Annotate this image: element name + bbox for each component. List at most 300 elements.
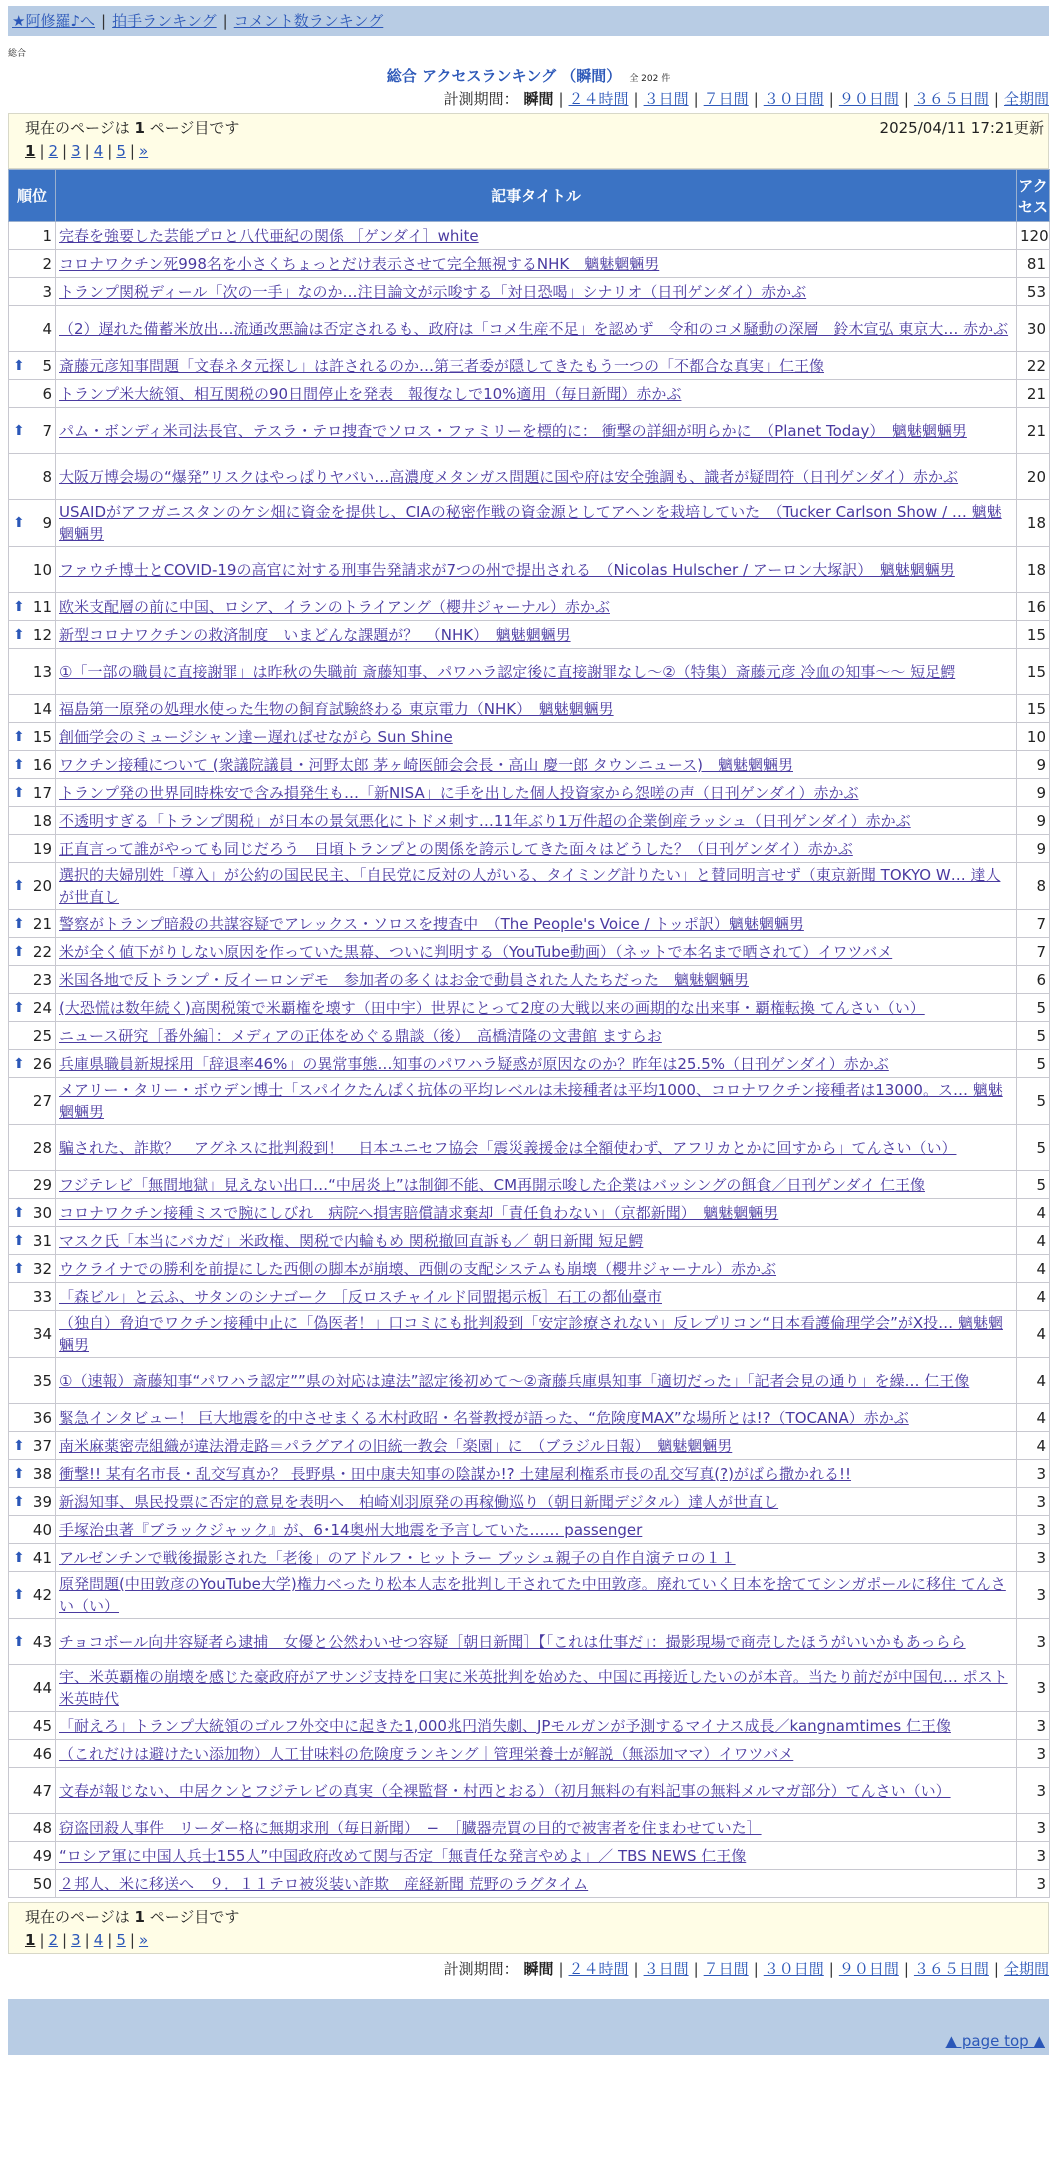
period-separator: |	[558, 90, 564, 108]
current-page-text	[25, 1906, 1032, 1927]
rank-up-arrow-icon: ⬆	[13, 1587, 25, 1603]
table-row	[9, 278, 1050, 306]
rank-number: 15	[32, 727, 52, 746]
access-count: 4	[1017, 1311, 1050, 1358]
rank-number: 36	[32, 1408, 52, 1427]
access-count: 9	[1017, 807, 1050, 835]
article-link[interactable]: 欧米支配層の前に中国、ロシア、イランのトライアング（櫻井ジャーナル）赤かぶ	[59, 597, 610, 616]
pager-top	[25, 142, 1032, 160]
pager-bottom	[25, 1931, 1032, 1949]
title-cell	[56, 751, 1017, 779]
table-row	[9, 1358, 1050, 1404]
page-info-top	[8, 113, 1049, 169]
article-link[interactable]: (大恐慌は数年続く)高関税策で米覇権を壊す（田中宇）世界にとって2度の大戦以来の画期的な出来事・覇権転換 てんさい（い）	[59, 998, 925, 1017]
rank-up-arrow-icon: ⬆	[13, 1465, 25, 1482]
pager-link-5[interactable]: 5	[116, 1931, 126, 1949]
page-number: 1	[134, 1908, 145, 1926]
pager-link-5[interactable]: 5	[116, 142, 126, 160]
rank-number: 27	[32, 1092, 52, 1110]
rank-up-arrow-icon: ⬆	[13, 626, 25, 643]
page-text-prefix: 現在のページは	[25, 1908, 130, 1926]
title-cell	[56, 593, 1017, 621]
access-count: 7	[1017, 910, 1050, 938]
access-count: 3	[1017, 1870, 1050, 1898]
article-link[interactable]: USAIDがアフガニスタンのケシ畑に資金を提供し、CIAの秘密作戦の資金源としてアヘンを栽培していた （Tucker Carlson Show / … 魑魅魍魎男	[59, 503, 1002, 543]
article-link[interactable]: アルゼンチンで戦後撮影された「老後」のアドルフ・ヒットラー ブッシュ親子の自作自演テロの１１	[59, 1548, 736, 1567]
table-row	[9, 1572, 1050, 1619]
table-row	[9, 408, 1050, 454]
period-link-365d[interactable]: ３６５日間	[913, 1960, 989, 1978]
page-info-bottom	[8, 1902, 1049, 1954]
rank-number: 9	[42, 514, 52, 532]
article-link[interactable]: 警察がトランプ暗殺の共謀容疑でアレックス・ソロスを捜査中 （The People's Voice / トッポ訳）魑魅魍魎男	[59, 914, 804, 933]
table-row	[9, 1078, 1050, 1125]
nav-separator: |	[101, 12, 107, 30]
pager-separator: |	[107, 142, 113, 160]
access-count: 15	[1017, 649, 1050, 695]
article-link[interactable]: 手塚治虫著『ブラックジャック』が、6･14奥州大地震を予言していた…… passenger	[59, 1520, 643, 1539]
rank-cell	[9, 910, 56, 938]
rank-cell	[9, 278, 56, 306]
access-count: 4	[1017, 1255, 1050, 1283]
access-count: 4	[1017, 1227, 1050, 1255]
period-separator: |	[993, 1960, 999, 1978]
article-link[interactable]: コロナワクチン接種ミスで腕にしびれ 病院へ損害賠償請求棄却「責任負わない」（京都新聞） 魑魅魍魎男	[59, 1203, 779, 1222]
article-link[interactable]: 正直言って誰がやっても同じだろう 日頃トランプとの関係を誇示してきた面々はどうした？（日刊ゲンダイ）赤かぶ	[59, 839, 853, 858]
rank-number: 5	[42, 356, 52, 375]
rank-number: 33	[32, 1287, 52, 1306]
table-row	[9, 863, 1050, 910]
title-cell	[56, 1404, 1017, 1432]
access-count: 5	[1017, 1125, 1050, 1171]
article-link[interactable]: マスク氏「本当にバカだ」米政権、関税で内輪もめ 関税撤回直訴も／ 朝日新聞 短足鰐	[59, 1231, 644, 1250]
title-cell	[56, 938, 1017, 966]
title-cell	[56, 1712, 1017, 1740]
period-link-all[interactable]: 全期間	[1003, 90, 1049, 108]
pager-separator: |	[84, 142, 90, 160]
article-link[interactable]: 緊急インタビュー！ 巨大地震を的中させまくる木村政昭・名誉教授が語った、“危険度MAX”な場所とは!?（TOCANA）赤かぶ	[59, 1408, 909, 1427]
article-link[interactable]: 斎藤元彦知事問題「文春ネタ元探し」は許されるのか…第三者委が隠してきたもう一つの「不都合な真実」仁王像	[59, 356, 825, 375]
period-link-90d[interactable]: ９０日間	[838, 1960, 899, 1978]
access-count: 22	[1017, 352, 1050, 380]
title-cell	[56, 380, 1017, 408]
pager-link-4[interactable]: 4	[93, 1931, 104, 1949]
rank-cell	[9, 1227, 56, 1255]
table-row	[9, 1050, 1050, 1078]
title-cell	[56, 1740, 1017, 1768]
table-row	[9, 1255, 1050, 1283]
rank-cell	[9, 751, 56, 779]
article-link[interactable]: チョコボール向井容疑者ら逮捕 女優と公然わいせつ容疑［朝日新聞］【「これは仕事だ」：撮影現場で商売したほうがいいかもあっらら	[59, 1632, 966, 1651]
access-count: 5	[1017, 994, 1050, 1022]
title-cell	[56, 1460, 1017, 1488]
article-link[interactable]: メアリー・タリー・ボウデン博士「スパイクたんぱく抗体の平均レベルは未接種者は平均1000、コロナワクチン接種者は13000。ス… 魑魅魍魎男	[59, 1081, 1003, 1121]
table-row	[9, 649, 1050, 695]
period-link-365d[interactable]: ３６５日間	[913, 90, 989, 108]
article-link[interactable]: 原発問題(中田敦彦のYouTube大学)権力べったり松本人志を批判し干されてた中田敦彦。廃れていく日本を捨ててシンガポールに移住 てんさい（い）	[59, 1575, 1006, 1615]
table-row	[9, 723, 1050, 751]
article-link[interactable]: トランプ関税ディール「次の一手」なのか…注目論文が示唆する「対日恐喝」シナリオ（日刊ゲンダイ）赤かぶ	[59, 282, 807, 301]
rank-number: 45	[32, 1716, 52, 1735]
period-link-3d[interactable]: ３日間	[643, 1960, 689, 1978]
title-cell	[56, 1227, 1017, 1255]
page-top-link[interactable]: ▲ page top ▲	[945, 2032, 1045, 2050]
table-row	[9, 500, 1050, 547]
rank-number: 12	[32, 625, 52, 644]
title-cell	[56, 910, 1017, 938]
article-link[interactable]: トランプ発の世界同時株安で含み損発生も…「新NISA」に手を出した個人投資家から怨嗟の声（日刊ゲンダイ）赤かぶ	[59, 783, 859, 802]
article-link[interactable]: 新潟知事、県民投票に否定的意見を表明へ 柏崎刈羽原発の再稼働巡り（朝日新聞デジタル）達人が世直し	[59, 1492, 779, 1511]
period-label: 計測期間：	[443, 90, 519, 108]
title-cell	[56, 1125, 1017, 1171]
nav-separator: |	[222, 12, 228, 30]
rank-up-arrow-icon: ⬆	[13, 422, 25, 439]
access-count: 20	[1017, 454, 1050, 500]
title-cell	[56, 1078, 1017, 1125]
table-row	[9, 593, 1050, 621]
table-row	[9, 779, 1050, 807]
top-nav-bar	[8, 6, 1049, 36]
title-cell	[56, 1255, 1017, 1283]
article-link[interactable]: 米が全く値下がりしない原因を作っていた黒幕、ついに判明する（YouTube動画）（ネットで本名まで晒されて）イワツバメ	[59, 942, 893, 961]
table-row	[9, 222, 1050, 250]
article-link[interactable]: 騙された、詐欺？ アグネスに批判殺到！ 日本ユニセフ協会「震災義援金は全額使わず、アフリカとかに回すから」てんさい（い）	[59, 1138, 957, 1157]
period-selector-top	[8, 88, 1049, 109]
rank-cell	[9, 1460, 56, 1488]
title-cell	[56, 621, 1017, 649]
rank-cell	[9, 1125, 56, 1171]
table-row	[9, 454, 1050, 500]
rank-cell	[9, 994, 56, 1022]
table-row	[9, 547, 1050, 593]
period-link-24h[interactable]: ２４時間	[568, 90, 629, 108]
article-link[interactable]: 米国各地で反トランプ・反イーロンデモ 参加者の多くはお金で動員された人たちだった 魑魅魍魎男	[59, 970, 750, 989]
rank-up-arrow-icon: ⬆	[13, 1633, 25, 1650]
article-link[interactable]: 「森ビル」と云ふ、サタンのシナゴーク ［反ロスチャイルド同盟掲示板］石工の都仙臺市	[59, 1287, 662, 1306]
article-link[interactable]: ①「一部の職員に直接謝罪」は昨秋の失職前 斎藤知事、パワハラ認定後に直接謝罪なし〜②（特集）斎藤元彦 冷血の知事〜〜 短足鰐	[59, 662, 956, 681]
access-count: 5	[1017, 1171, 1050, 1199]
article-link[interactable]: 創価学会のミュージシャン達ー遅ればせながら Sun Shine	[59, 727, 453, 746]
period-link-7d[interactable]: ７日間	[703, 90, 749, 108]
pager-separator: |	[39, 1931, 45, 1949]
rank-number: 6	[42, 384, 52, 403]
article-link[interactable]: 完春を強要した芸能プロと八代亜紀の関係 ［ゲンダイ］white	[59, 226, 479, 245]
access-count: 3	[1017, 1842, 1050, 1870]
article-link[interactable]: 宇、米英覇権の崩壊を感じた豪政府がアサンジ支持を口実に米英批判を始めた、中国に再接近したいのが本音。当たり前だが中国包… ポスト米英時代	[59, 1668, 1008, 1708]
period-separator: |	[903, 90, 909, 108]
table-row	[9, 1227, 1050, 1255]
table-row	[9, 352, 1050, 380]
header-access: アクセス	[1017, 170, 1050, 222]
title-cell	[56, 1311, 1017, 1358]
title-cell	[56, 1050, 1017, 1078]
title-cell	[56, 547, 1017, 593]
pager-link-3[interactable]: 3	[71, 142, 81, 160]
table-row	[9, 1665, 1050, 1712]
access-count: 18	[1017, 500, 1050, 547]
rank-cell	[9, 1022, 56, 1050]
period-separator: |	[828, 1960, 834, 1978]
access-count: 53	[1017, 278, 1050, 306]
access-count: 6	[1017, 966, 1050, 994]
rank-number: 40	[32, 1520, 52, 1539]
period-link-90d[interactable]: ９０日間	[838, 90, 899, 108]
rank-cell	[9, 1283, 56, 1311]
access-count: 18	[1017, 547, 1050, 593]
article-link[interactable]: （独自）脅迫でワクチン接種中止に「偽医者！」口コミにも批判殺到「安定診療されない」反レプリコン“日本看護倫理学会”がX投… 魑魅魍魎男	[59, 1314, 1003, 1354]
article-link[interactable]: 新型コロナワクチンの救済制度 いまどんな課題が？ （NHK） 魑魅魍魎男	[59, 625, 571, 644]
pager-link-4[interactable]: 4	[93, 142, 104, 160]
access-count: 3	[1017, 1516, 1050, 1544]
bottom-bar	[8, 1999, 1049, 2029]
rank-cell	[9, 938, 56, 966]
pager-separator: |	[84, 1931, 90, 1949]
pager-separator: |	[129, 142, 135, 160]
access-count: 3	[1017, 1488, 1050, 1516]
rank-number: 34	[32, 1325, 52, 1343]
rank-number: 4	[42, 319, 52, 338]
article-link[interactable]: ファウチ博士とCOVID-19の高官に対する刑事告発請求が7つの州で提出される （Nicolas Hulscher / アーロン大塚訳） 魑魅魍魎男	[59, 560, 955, 579]
period-separator: |	[693, 1960, 699, 1978]
access-count: 3	[1017, 1544, 1050, 1572]
title-cell	[56, 1665, 1017, 1712]
article-link[interactable]: コロナワクチン死998名を小さくちょっとだけ表示させて完全無視するNHK 魑魅魍魎男	[59, 254, 660, 273]
clap-ranking-link[interactable]: 拍手ランキング	[112, 12, 217, 30]
rank-up-arrow-icon: ⬆	[13, 943, 25, 960]
rank-up-arrow-icon: ⬆	[13, 756, 25, 773]
rank-number: 14	[32, 699, 52, 718]
article-link[interactable]: ２邦人、米に移送へ ９．１１テロ被災装い詐欺 産経新聞 荒野のラグタイム	[59, 1874, 589, 1893]
rank-cell	[9, 1358, 56, 1404]
access-count: 15	[1017, 695, 1050, 723]
article-link[interactable]: 大阪万博会場の“爆発”リスクはやっぱりヤバい…高濃度メタンガス問題に国や府は安全強調も、識者が疑問符（日刊ゲンダイ）赤かぶ	[59, 467, 959, 486]
title-cell	[56, 1572, 1017, 1619]
rank-up-arrow-icon: ⬆	[13, 598, 25, 615]
rank-up-arrow-icon: ⬆	[13, 1493, 25, 1510]
rank-number: 16	[32, 755, 52, 774]
table-row	[9, 695, 1050, 723]
rank-cell	[9, 1488, 56, 1516]
rank-cell	[9, 1768, 56, 1814]
rank-number: 35	[32, 1371, 52, 1390]
period-link-30d[interactable]: ３０日間	[763, 1960, 824, 1978]
table-row	[9, 1404, 1050, 1432]
table-row	[9, 1712, 1050, 1740]
period-separator: |	[753, 90, 759, 108]
access-count: 9	[1017, 835, 1050, 863]
breadcrumb: 総合	[8, 49, 27, 59]
rank-up-arrow-icon: ⬆	[13, 357, 25, 374]
rank-number: 24	[32, 998, 52, 1017]
rank-number: 32	[32, 1259, 52, 1278]
access-count: 5	[1017, 1078, 1050, 1125]
table-row	[9, 1768, 1050, 1814]
header-title: 記事タイトル	[56, 170, 1017, 222]
access-count: 8	[1017, 863, 1050, 910]
article-link[interactable]: ワクチン接種について (衆議院議員・河野太郎 茅ヶ崎医師会会長・高山 慶一郎 タウンニュース) 魑魅魍魎男	[59, 755, 793, 774]
access-count: 3	[1017, 1740, 1050, 1768]
rank-number: 11	[32, 597, 52, 616]
rank-cell	[9, 222, 56, 250]
home-link[interactable]: ★阿修羅♪へ	[12, 12, 96, 30]
period-label: 計測期間：	[443, 1960, 519, 1978]
access-count: 3	[1017, 1460, 1050, 1488]
access-count: 3	[1017, 1572, 1050, 1619]
rank-number: 47	[32, 1781, 52, 1800]
title-cell	[56, 1870, 1017, 1898]
title-cell	[56, 1171, 1017, 1199]
rank-up-arrow-icon: ⬆	[13, 915, 25, 932]
period-link-30d[interactable]: ３０日間	[763, 90, 824, 108]
article-link[interactable]: 窃盗団殺人事件 リーダー格に無期求刑（毎日新聞） − ［臓器売買の目的で被害者を住まわせていた］	[59, 1818, 762, 1837]
table-row	[9, 807, 1050, 835]
article-link[interactable]: 福島第一原発の処理水使った生物の飼育試験終わる 東京電力（NHK） 魑魅魍魎男	[59, 699, 614, 718]
article-link[interactable]: トランプ米大統領、相互関税の90日間停止を発表 報復なしで10%適用（毎日新聞）赤かぶ	[59, 384, 682, 403]
article-link[interactable]: ①（速報）斎藤知事“パワハラ認定””県の対応は違法”認定後初めて〜②斎藤兵庫県知事「適切だった」「記者会見の通り」を繰… 仁王像	[59, 1371, 970, 1390]
table-row	[9, 1311, 1050, 1358]
period-separator: |	[903, 1960, 909, 1978]
period-separator: |	[558, 1960, 564, 1978]
rank-cell	[9, 1814, 56, 1842]
table-row	[9, 835, 1050, 863]
rank-cell	[9, 1870, 56, 1898]
access-count: 21	[1017, 380, 1050, 408]
pager-separator: |	[129, 1931, 135, 1949]
rank-number: 7	[42, 421, 52, 440]
rank-cell	[9, 621, 56, 649]
rank-number: 1	[42, 226, 52, 245]
article-link[interactable]: （2）遅れた備蓄米放出…流通改悪論は否定されるも、政府は「コメ生産不足」を認めず 令和のコメ騒動の深層 鈴木宣弘 東京大… 赤かぶ	[59, 319, 1009, 338]
table-row	[9, 1283, 1050, 1311]
rank-cell	[9, 1712, 56, 1740]
table-row	[9, 938, 1050, 966]
title-cell	[56, 695, 1017, 723]
rank-number: 8	[42, 467, 52, 486]
rank-number: 41	[32, 1548, 52, 1567]
rank-cell	[9, 380, 56, 408]
rank-cell	[9, 779, 56, 807]
page-text-suffix: ページ目です	[149, 1908, 240, 1926]
title-cell	[56, 1814, 1017, 1842]
pager-next[interactable]: »	[138, 1931, 149, 1949]
page-top-bar	[8, 2029, 1049, 2055]
rank-up-arrow-icon: ⬆	[13, 728, 25, 745]
pager-link-2[interactable]: 2	[48, 142, 59, 160]
rank-cell	[9, 1572, 56, 1619]
rank-cell	[9, 723, 56, 751]
article-link[interactable]: パム・ボンディ米司法長官、テスラ・テロ捜査でソロス・ファミリーを標的に： 衝撃の詳細が明らかに （Planet Today） 魑魅魍魎男	[59, 421, 967, 440]
pager-separator: |	[107, 1931, 113, 1949]
rank-cell	[9, 1255, 56, 1283]
rank-cell	[9, 1665, 56, 1712]
period-link-7d[interactable]: ７日間	[703, 1960, 749, 1978]
table-row	[9, 621, 1050, 649]
access-count: 3	[1017, 1619, 1050, 1665]
article-link[interactable]: ニュース研究［番外編］：メディアの正体をめぐる鼎談（後） 高橋清隆の文書館 ますらお	[59, 1026, 662, 1045]
table-row	[9, 1740, 1050, 1768]
table-row	[9, 306, 1050, 352]
pager-link-2[interactable]: 2	[48, 1931, 59, 1949]
period-link-24h[interactable]: ２４時間	[568, 1960, 629, 1978]
pager-current: 1	[25, 1931, 36, 1949]
access-count: 15	[1017, 621, 1050, 649]
article-link[interactable]: 衝撃!! 某有名市長・乱交写真か？ 長野県・田中康夫知事の陰謀か!? 土建屋利権系市長の乱交写真(?)がばら撒かれる!!	[59, 1464, 852, 1483]
article-link[interactable]: 「耐えろ」トランプ大統領のゴルフ外交中に起きた1,000兆円消失劇、JPモルガンが予測するマイナス成長／kangnamtimes 仁王像	[59, 1716, 951, 1735]
access-count: 3	[1017, 1712, 1050, 1740]
access-count: 4	[1017, 1358, 1050, 1404]
rank-number: 31	[32, 1231, 52, 1250]
rank-cell	[9, 695, 56, 723]
article-link[interactable]: 文春が報じない、中居クンとフジテレビの真実（全裸監督・村西とおる）（初月無料の有料記事の無料メルマガ部分）てんさい（い）	[59, 1781, 951, 1800]
title-cell	[56, 1199, 1017, 1227]
article-link[interactable]: “ロシア軍に中国人兵士155人”中国政府改めて関与否定「無責任な発言やめよ」／ TBS NEWS 仁王像	[59, 1846, 747, 1865]
title-cell	[56, 649, 1017, 695]
rank-number: 29	[32, 1175, 52, 1194]
title-cell	[56, 1488, 1017, 1516]
rank-cell	[9, 1432, 56, 1460]
table-row	[9, 1171, 1050, 1199]
article-link[interactable]: ウクライナでの勝利を前提にした西側の脚本が崩壊、西側の支配システムも崩壊（櫻井ジャーナル）赤かぶ	[59, 1259, 777, 1278]
table-row	[9, 380, 1050, 408]
access-count: 81	[1017, 250, 1050, 278]
article-link[interactable]: フジテレビ「無間地獄」見えない出口…“中居炎上”は制御不能、CM再開示唆した企業はバッシングの餌食／日刊ゲンダイ 仁王像	[59, 1175, 925, 1194]
period-link-3d[interactable]: ３日間	[643, 90, 689, 108]
article-link[interactable]: 兵庫県職員新規採用「辞退率46%」の異常事態…知事のパワハラ疑惑が原因なのか？昨年は25.5%（日刊ゲンダイ）赤かぶ	[59, 1054, 889, 1073]
access-count: 3	[1017, 1814, 1050, 1842]
rank-cell	[9, 1544, 56, 1572]
pager-link-3[interactable]: 3	[71, 1931, 81, 1949]
rank-cell	[9, 649, 56, 695]
ranking-table	[8, 169, 1050, 1898]
title-cell	[56, 1516, 1017, 1544]
period-separator: |	[993, 90, 999, 108]
rank-number: 23	[32, 970, 52, 989]
article-link[interactable]: 不透明すぎる「トランプ関税」が日本の景気悪化にトドメ刺す…11年ぶり1万件超の企業倒産ラッシュ（日刊ゲンダイ）赤かぶ	[59, 811, 911, 830]
rank-cell	[9, 500, 56, 547]
article-link[interactable]: 選択的夫婦別姓「導入」が公約の国民民主、「自民党に反対の人がいる、タイミング計りたい」と賛同明言せず（東京新聞 TOKYO W… 達人が世直し	[59, 866, 1001, 906]
title-cell	[56, 966, 1017, 994]
header-rank: 順位	[9, 170, 56, 222]
rank-cell	[9, 1078, 56, 1125]
rank-cell	[9, 1311, 56, 1358]
comment-ranking-link[interactable]: コメント数ランキング	[233, 12, 384, 30]
table-row	[9, 1619, 1050, 1665]
title-cell	[56, 1432, 1017, 1460]
title-cell	[56, 1358, 1017, 1404]
article-link[interactable]: 南米麻薬密売組織が違法滑走路＝パラグアイの旧統一教会「楽園」に （ブラジル日報） 魑魅魍魎男	[59, 1436, 733, 1455]
rank-number: 42	[32, 1586, 52, 1604]
rank-number: 10	[32, 560, 52, 579]
period-link-all[interactable]: 全期間	[1003, 1960, 1049, 1978]
pager-separator: |	[39, 142, 45, 160]
table-row	[9, 1544, 1050, 1572]
access-count: 5	[1017, 1050, 1050, 1078]
table-row	[9, 1516, 1050, 1544]
pager-next[interactable]: »	[138, 142, 149, 160]
rank-up-arrow-icon: ⬆	[13, 1204, 25, 1221]
rank-number: 26	[32, 1054, 52, 1073]
title-cell	[56, 250, 1017, 278]
rank-number: 37	[32, 1436, 52, 1455]
table-row	[9, 966, 1050, 994]
page-number: 1	[134, 119, 145, 137]
rank-number: 20	[32, 877, 52, 895]
article-link[interactable]: （これだけは避けたい添加物）人工甘味料の危険度ランキング｜管理栄養士が解説（無添加ママ）イワツバメ	[59, 1744, 794, 1763]
period-separator: |	[828, 90, 834, 108]
access-count: 3	[1017, 1665, 1050, 1712]
pager-current: 1	[25, 142, 36, 160]
ranking-table-body	[9, 222, 1050, 1898]
